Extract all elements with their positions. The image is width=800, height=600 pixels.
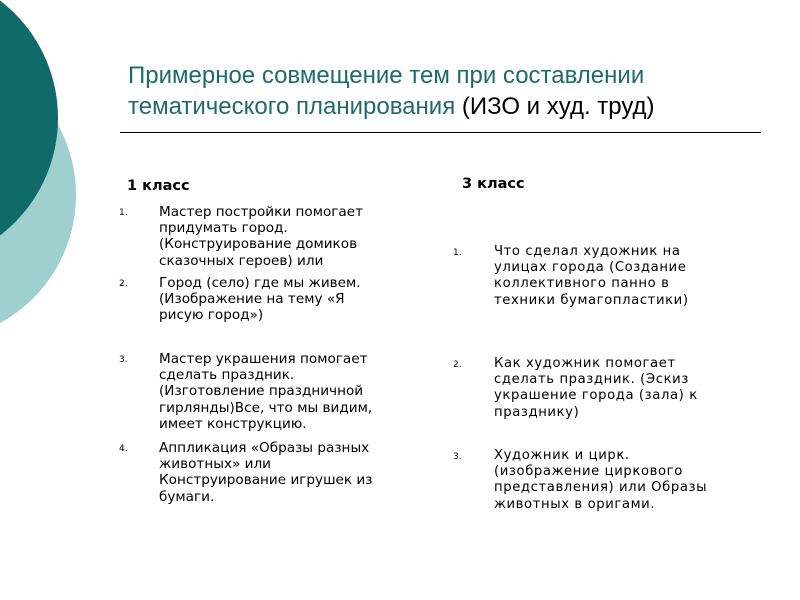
- item-text: Аппликация «Образы разных животных» или Конструирование игрушек из бумаги.: [159, 440, 373, 505]
- item-text: Что сделал художник на улицах города (Создание коллективного панно в техники бумагопластики): [494, 244, 689, 308]
- item-number: 4.: [119, 444, 128, 454]
- item-number: 2.: [119, 279, 128, 289]
- item-text: Как художник помогает сделать праздник. (Эскиз украшение города (зала) к празднику): [494, 356, 698, 420]
- item-number: 3.: [453, 452, 462, 462]
- title-tail: (ИЗО и худ. труд): [461, 93, 655, 120]
- item-text: Художник и цирк. (изображение циркового представления) или Образы животных в оригами.: [494, 448, 708, 512]
- item-text: Мастер постройки помогает придумать город. (Конструирование домиков сказочных героев) или: [159, 204, 364, 269]
- item-number: 2.: [453, 360, 462, 370]
- right-column-heading: 3 класс: [462, 176, 525, 192]
- item-number: 1.: [453, 248, 462, 258]
- left-column-heading: 1 класс: [127, 178, 190, 194]
- slide-title: [128, 60, 768, 122]
- item-number: 3.: [119, 355, 128, 365]
- decorative-circles: [0, 0, 120, 330]
- item-number: 1.: [119, 208, 128, 218]
- title-divider: [120, 132, 761, 133]
- item-text: Мастер украшения помогает сделать праздник. (Изготовление праздничной гирлянды)Все, что мы видим, имеет конструкцию.: [159, 351, 373, 432]
- title-main: Примерное совмещение тем при составлении тематического планирования: [128, 62, 645, 120]
- item-text: Город (село) где мы живем. (Изображение на тему «Я рисую город»): [159, 275, 361, 324]
